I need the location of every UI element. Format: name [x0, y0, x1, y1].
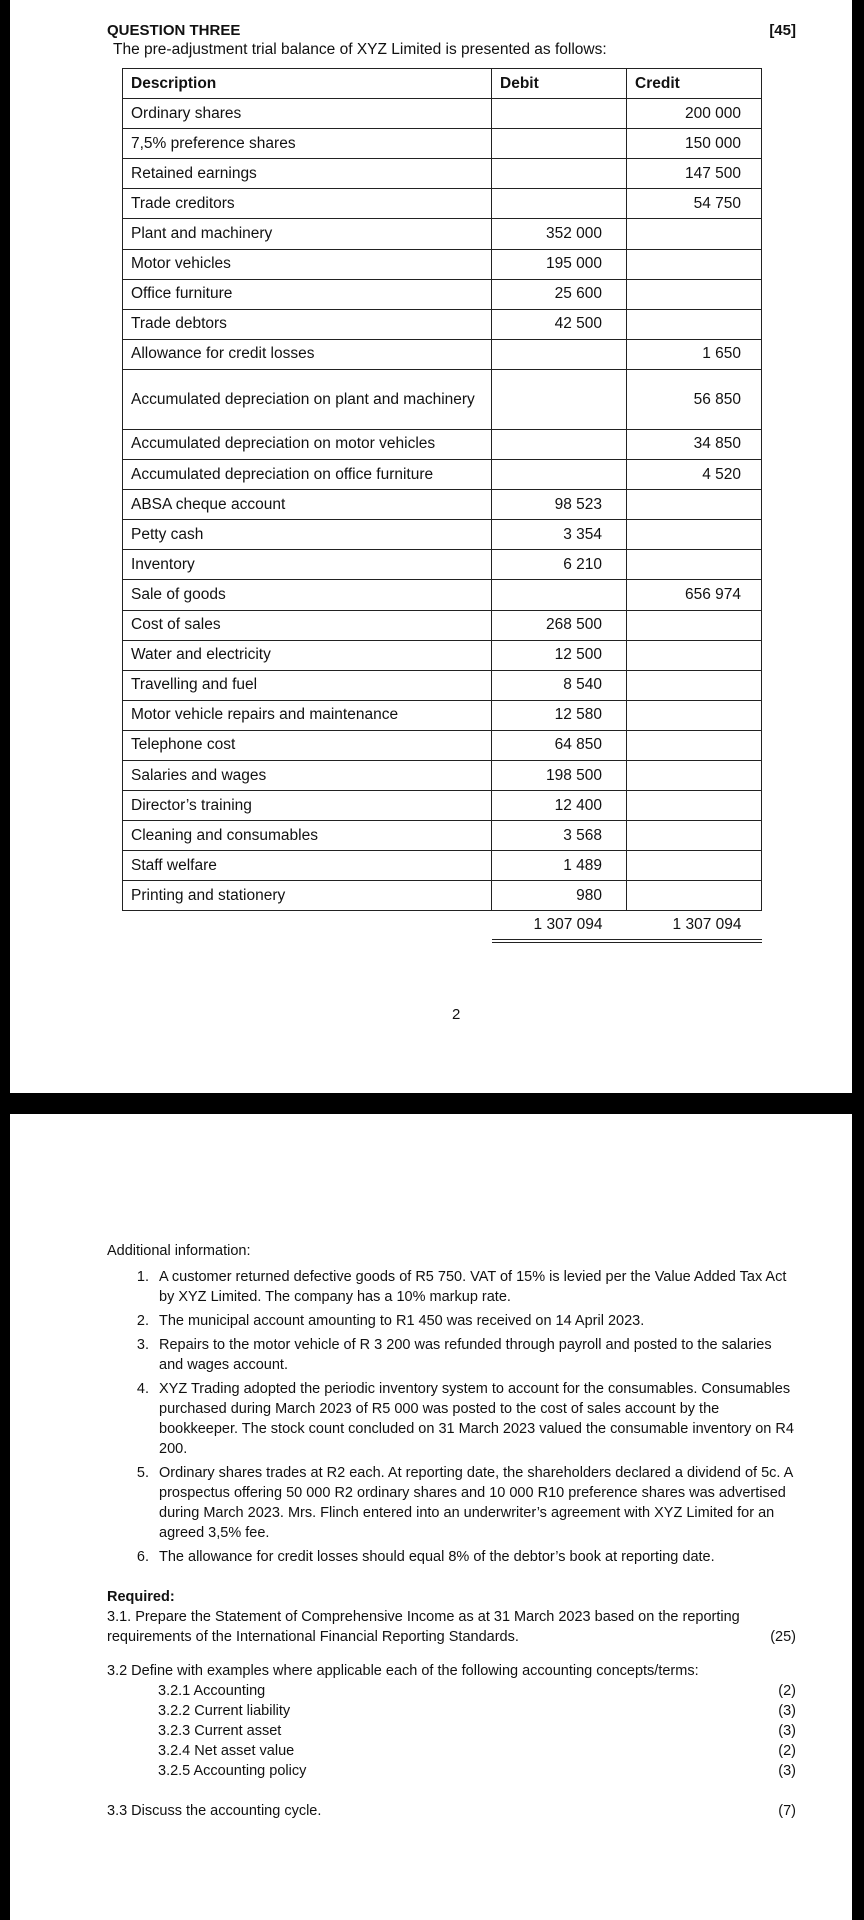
row-description: Telephone cost — [123, 730, 492, 760]
row-description: Petty cash — [123, 520, 492, 550]
row-description: Sale of goods — [123, 580, 492, 610]
sub-question: 3.2.3 Current asset (3) — [158, 1723, 796, 1739]
row-description: Cost of sales — [123, 610, 492, 640]
table-row — [123, 129, 762, 159]
row-credit — [627, 821, 762, 851]
row-description: Trade debtors — [123, 309, 492, 339]
table-row — [123, 219, 762, 249]
row-credit — [627, 700, 762, 730]
row-credit — [627, 490, 762, 520]
additional-title: Additional information: — [107, 1243, 251, 1259]
row-description: Trade creditors — [123, 189, 492, 219]
table-header-row — [123, 69, 762, 99]
description-header: Description — [123, 69, 492, 99]
row-credit — [627, 730, 762, 760]
sub-question: 3.2.5 Accounting policy (3) — [158, 1763, 796, 1779]
table-row — [123, 460, 762, 490]
row-credit — [627, 670, 762, 700]
row-debit: 98 523 — [492, 490, 627, 520]
table-row — [123, 610, 762, 640]
additional-information — [107, 1241, 796, 1821]
debit-header: Debit — [492, 69, 627, 99]
row-debit — [492, 99, 627, 129]
table-row — [123, 760, 762, 790]
row-description: ABSA cheque account — [123, 490, 492, 520]
debit-total: 1 307 094 — [492, 911, 627, 941]
question-3-3-text: 3.3 Discuss the accounting cycle. — [107, 1803, 322, 1819]
list-item: 3. Repairs to the motor vehicle of R 3 200 was refunded through payroll and posted to the salaries and wages account. — [153, 1335, 796, 1375]
question-3-3 — [107, 1801, 796, 1821]
row-description: Printing and stationery — [123, 881, 492, 911]
table-row — [123, 670, 762, 700]
row-description: Accumulated depreciation on motor vehicles — [123, 429, 492, 459]
page-number: 2 — [452, 1006, 461, 1023]
row-debit: 1 489 — [492, 851, 627, 881]
row-debit — [492, 369, 627, 429]
sub-question: 3.2.2 Current liability (3) — [158, 1703, 796, 1719]
table-row — [123, 279, 762, 309]
table-row — [123, 550, 762, 580]
table-row — [123, 640, 762, 670]
row-debit: 12 400 — [492, 791, 627, 821]
row-description: Water and electricity — [123, 640, 492, 670]
row-credit — [627, 249, 762, 279]
row-description: Plant and machinery — [123, 219, 492, 249]
row-debit — [492, 460, 627, 490]
row-description: Allowance for credit losses — [123, 339, 492, 369]
row-credit — [627, 851, 762, 881]
row-credit: 200 000 — [627, 99, 762, 129]
row-credit: 147 500 — [627, 159, 762, 189]
table-row — [123, 791, 762, 821]
table-row — [123, 249, 762, 279]
question-title: QUESTION THREE — [107, 22, 241, 39]
row-debit: 198 500 — [492, 760, 627, 790]
row-debit — [492, 189, 627, 219]
intro-text: The pre-adjustment trial balance of XYZ Limited is presented as follows: — [113, 41, 607, 58]
table-row — [123, 309, 762, 339]
row-credit — [627, 791, 762, 821]
question-3-1-marks: (25) — [770, 1629, 796, 1645]
row-credit: 56 850 — [627, 369, 762, 429]
row-description: Motor vehicles — [123, 249, 492, 279]
question-marks: [45] — [769, 22, 796, 39]
row-credit — [627, 309, 762, 339]
row-debit — [492, 429, 627, 459]
question-3-2-text: 3.2 Define with examples where applicable each of the following accounting concepts/terms: — [107, 1663, 699, 1679]
row-debit: 12 500 — [492, 640, 627, 670]
row-credit: 4 520 — [627, 460, 762, 490]
row-debit: 42 500 — [492, 309, 627, 339]
row-debit: 195 000 — [492, 249, 627, 279]
row-credit — [627, 550, 762, 580]
row-credit: 34 850 — [627, 429, 762, 459]
row-debit: 25 600 — [492, 279, 627, 309]
list-item: 4. XYZ Trading adopted the periodic inventory system to account for the consumables. Consumables purchased during March 2023 of R5 000 was posted to the cost of sales account by the bookkeeper. The stock count concluded on 31 March 2023 valued the consumable inventory on R4 200. — [153, 1379, 796, 1459]
table-row — [123, 851, 762, 881]
list-item: 2. The municipal account amounting to R1 450 was received on 14 April 2023. — [153, 1311, 796, 1331]
table-row — [123, 189, 762, 219]
table-row — [123, 490, 762, 520]
totals-row — [123, 911, 762, 941]
question-3-1-text: 3.1. Prepare the Statement of Comprehensive Income as at 31 March 2023 based on the reporting requirements of the International Financial Reporting Standards. — [107, 1609, 740, 1645]
document-page-2 — [10, 1114, 852, 1920]
sub-question: 3.2.4 Net asset value (2) — [158, 1743, 796, 1759]
row-debit — [492, 339, 627, 369]
row-credit: 1 650 — [627, 339, 762, 369]
row-credit: 54 750 — [627, 189, 762, 219]
row-description: Cleaning and consumables — [123, 821, 492, 851]
row-credit — [627, 520, 762, 550]
row-debit: 8 540 — [492, 670, 627, 700]
list-item: 6. The allowance for credit losses should equal 8% of the debtor’s book at reporting date. — [153, 1547, 796, 1567]
row-credit — [627, 610, 762, 640]
row-credit: 656 974 — [627, 580, 762, 610]
table-row — [123, 99, 762, 129]
row-description: Accumulated depreciation on plant and machinery — [123, 369, 492, 429]
required-title: Required: — [107, 1589, 175, 1605]
row-debit: 268 500 — [492, 610, 627, 640]
row-description: Inventory — [123, 550, 492, 580]
row-description: Staff welfare — [123, 851, 492, 881]
table-row — [123, 369, 762, 429]
list-item: 1. A customer returned defective goods of R5 750. VAT of 15% is levied per the Value Added Tax Act by XYZ Limited. The company has a 10% markup rate. — [153, 1267, 796, 1307]
sub-question: 3.2.1 Accounting (2) — [158, 1683, 796, 1699]
table-row — [123, 821, 762, 851]
row-description: Motor vehicle repairs and maintenance — [123, 700, 492, 730]
row-description: Accumulated depreciation on office furniture — [123, 460, 492, 490]
table-row — [123, 159, 762, 189]
row-debit: 352 000 — [492, 219, 627, 249]
question-3-1 — [107, 1607, 796, 1647]
row-debit — [492, 580, 627, 610]
row-credit — [627, 279, 762, 309]
row-credit — [627, 219, 762, 249]
row-credit — [627, 760, 762, 790]
table-row — [123, 881, 762, 911]
row-description: Office furniture — [123, 279, 492, 309]
row-credit — [627, 640, 762, 670]
row-debit: 12 580 — [492, 700, 627, 730]
row-debit — [492, 129, 627, 159]
table-row — [123, 520, 762, 550]
row-debit: 3 354 — [492, 520, 627, 550]
table-row — [123, 730, 762, 760]
row-credit: 150 000 — [627, 129, 762, 159]
table-row — [123, 700, 762, 730]
row-debit: 64 850 — [492, 730, 627, 760]
row-description: 7,5% preference shares — [123, 129, 492, 159]
list-item: 5. Ordinary shares trades at R2 each. At reporting date, the shareholders declared a dividend of 5c. A prospectus offering 50 000 R2 ordinary shares and 10 000 R10 preference shares was advertised during March 2023. Mrs. Flinch entered into an underwriter’s agreement with XYZ Limited for an agreed 3,5% fee. — [153, 1463, 796, 1543]
row-description: Ordinary shares — [123, 99, 492, 129]
row-description: Director’s training — [123, 791, 492, 821]
row-description: Travelling and fuel — [123, 670, 492, 700]
question-3-3-marks: (7) — [778, 1803, 796, 1819]
row-debit: 3 568 — [492, 821, 627, 851]
table-row — [123, 580, 762, 610]
table-row — [123, 429, 762, 459]
trial-balance-table — [122, 68, 762, 943]
document-page-1 — [10, 0, 852, 1093]
row-debit: 980 — [492, 881, 627, 911]
row-debit — [492, 159, 627, 189]
additional-list — [107, 1267, 796, 1567]
row-credit — [627, 881, 762, 911]
table-row — [123, 339, 762, 369]
credit-total: 1 307 094 — [627, 911, 762, 941]
question-header — [107, 22, 796, 39]
row-description: Salaries and wages — [123, 760, 492, 790]
credit-header: Credit — [627, 69, 762, 99]
row-debit: 6 210 — [492, 550, 627, 580]
row-description: Retained earnings — [123, 159, 492, 189]
